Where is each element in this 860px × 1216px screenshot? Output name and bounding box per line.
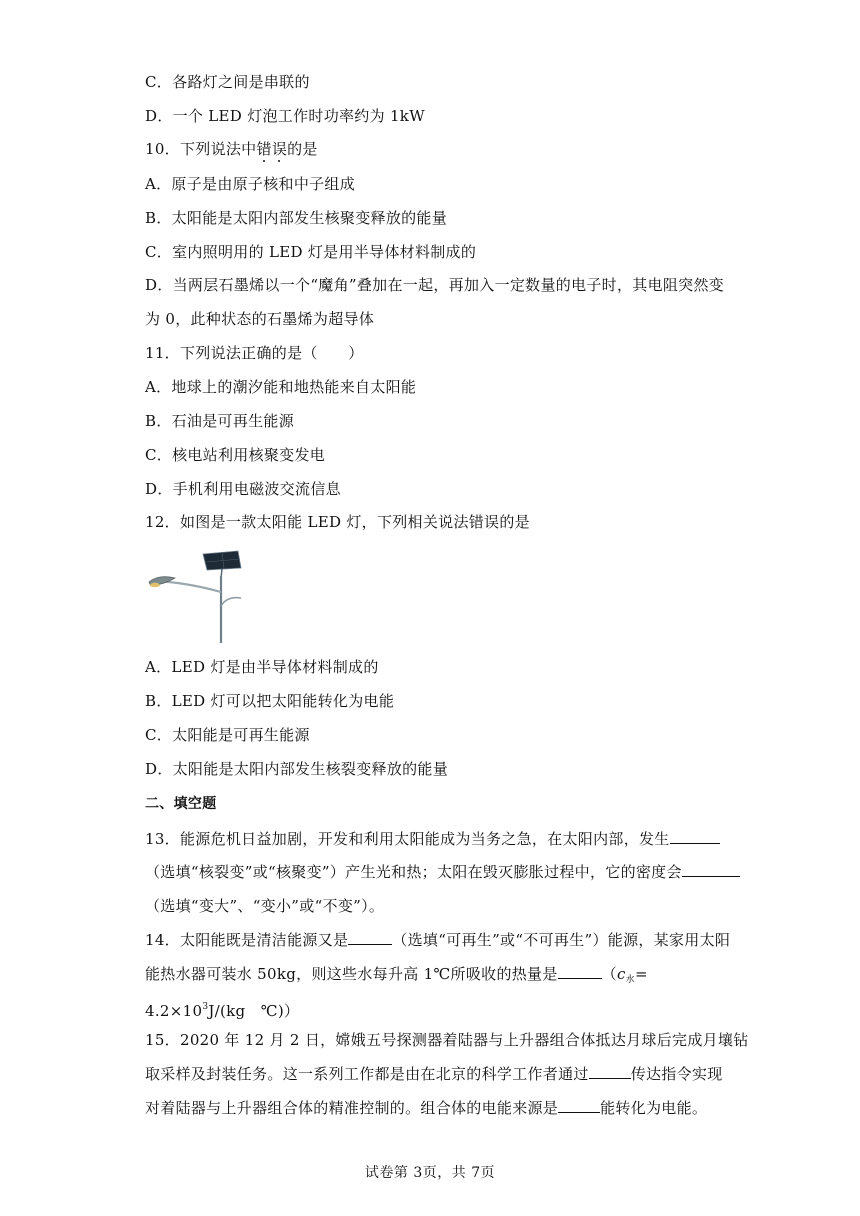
q13-blank-1[interactable]: [670, 829, 720, 844]
q12-option-b: B．LED 灯可以把太阳能转化为电能: [145, 692, 395, 710]
q14-line1: [145, 930, 731, 950]
q14-line1-text-a: 14．太阳能既是清洁能源又是: [145, 931, 349, 949]
q14-line3: [145, 997, 725, 1021]
q14-blank-2[interactable]: [558, 964, 602, 979]
q13-line3: （选填“变大”、“变小”或“不变”）。: [145, 897, 385, 915]
q15-line1: 15．2020 年 12 月 2 日，嫦娥五号探测器着陆器与上升器组合体抵达月球后完成月壤钻: [145, 1031, 749, 1049]
q15-line3: [145, 1098, 725, 1118]
q15-line3-text-a: 对着陆器与上升器组合体的精准控制的。组合体的电能来源是: [145, 1099, 559, 1117]
q10-option-d-line2: 为 0，此种状态的石墨烯为超导体: [145, 310, 375, 328]
page-footer: 试卷第 3页，共 7页: [364, 1165, 496, 1181]
solar-street-lamp-figure: [145, 548, 245, 648]
q12-option-d: D．太阳能是太阳内部发生核裂变释放的能量: [145, 760, 449, 778]
q13-line1: [145, 829, 725, 849]
q13-line1-text: 13．能源危机日益加剧，开发和利用太阳能成为当务之急，在太阳内部，发生: [145, 830, 670, 848]
q14-blank-1[interactable]: [348, 930, 392, 945]
q15-line2: [145, 1064, 725, 1084]
q14-line2-text-b: （: [601, 965, 617, 983]
section-title-fill-in: 二、填空题: [145, 796, 217, 812]
q15-line3-text-b: 能转化为电能。: [600, 1099, 708, 1117]
q11-option-b: B．石油是可再生能源: [145, 412, 295, 430]
q14-specific-heat-symbol: c: [616, 965, 626, 983]
q10-option-c: C．室内照明用的 LED 灯是用半导体材料制成的: [145, 243, 477, 261]
q11-stem: 11．下列说法正确的是（ ）: [145, 344, 364, 362]
q14-line2: [145, 964, 725, 990]
q10-stem-prefix: 10．下列说法中: [145, 140, 257, 158]
q14-line3-text-b: J/(kg ℃)）: [208, 1002, 300, 1020]
q15-line2-text-a: 取采样及封装任务。这一系列工作都是由在北京的科学工作者通过: [145, 1065, 589, 1083]
q10-option-d-line1: D．当两层石墨烯以一个“魔角”叠加在一起，再加入一定数量的电子时，其电阻突然变: [145, 276, 725, 294]
q12-option-c: C．太阳能是可再生能源: [145, 726, 310, 744]
q13-line2: [145, 862, 725, 882]
q10-option-a: A．原子是由原子核和中子组成: [145, 175, 356, 193]
q10-option-b: B．太阳能是太阳内部发生核聚变释放的能量: [145, 209, 448, 227]
q12-stem: 12．如图是一款太阳能 LED 灯，下列相关说法错误的是: [145, 513, 530, 531]
q10-emphasis-char-1: 错: [256, 140, 272, 158]
q11-option-d: D．手机利用电磁波交流信息: [145, 480, 341, 498]
q10-stem: [145, 139, 725, 159]
q14-line2-text-a: 能热水器可装水 50kg，则这些水每升高 1℃所吸收的热量是: [145, 965, 558, 983]
q9-option-d: D．一个 LED 灯泡工作时功率约为 1kW: [145, 107, 425, 125]
q10-stem-suffix: 的是: [287, 140, 318, 158]
q12-option-a: A．LED 灯是由半导体材料制成的: [145, 658, 379, 676]
q13-line2-text: （选填“核裂变”或“核聚变”）产生光和热；太阳在毁灭膨胀过程中，它的密度会: [145, 863, 682, 881]
q14-line1-text-b: （选填“可再生”或“不可再生”）能源，某家用太阳: [392, 931, 731, 949]
q14-equals: =: [634, 965, 648, 983]
q14-line3-text-a: 4.2×10: [145, 1002, 203, 1020]
q15-blank-2[interactable]: [558, 1098, 600, 1113]
q10-emphasis-char-2: 误: [271, 140, 288, 158]
q11-option-c: C．核电站利用核聚变发电: [145, 446, 326, 464]
q11-option-a: A．地球上的潮汐能和地热能来自太阳能: [145, 378, 417, 396]
q13-blank-2[interactable]: [682, 862, 740, 877]
q14-specific-heat-subscript: 水: [625, 975, 635, 985]
q15-line2-text-b: 传达指令实现: [630, 1065, 723, 1083]
q15-blank-1[interactable]: [589, 1064, 631, 1079]
q9-option-c: C．各路灯之间是串联的: [145, 73, 310, 91]
q14-exponent: 3: [202, 1002, 209, 1012]
